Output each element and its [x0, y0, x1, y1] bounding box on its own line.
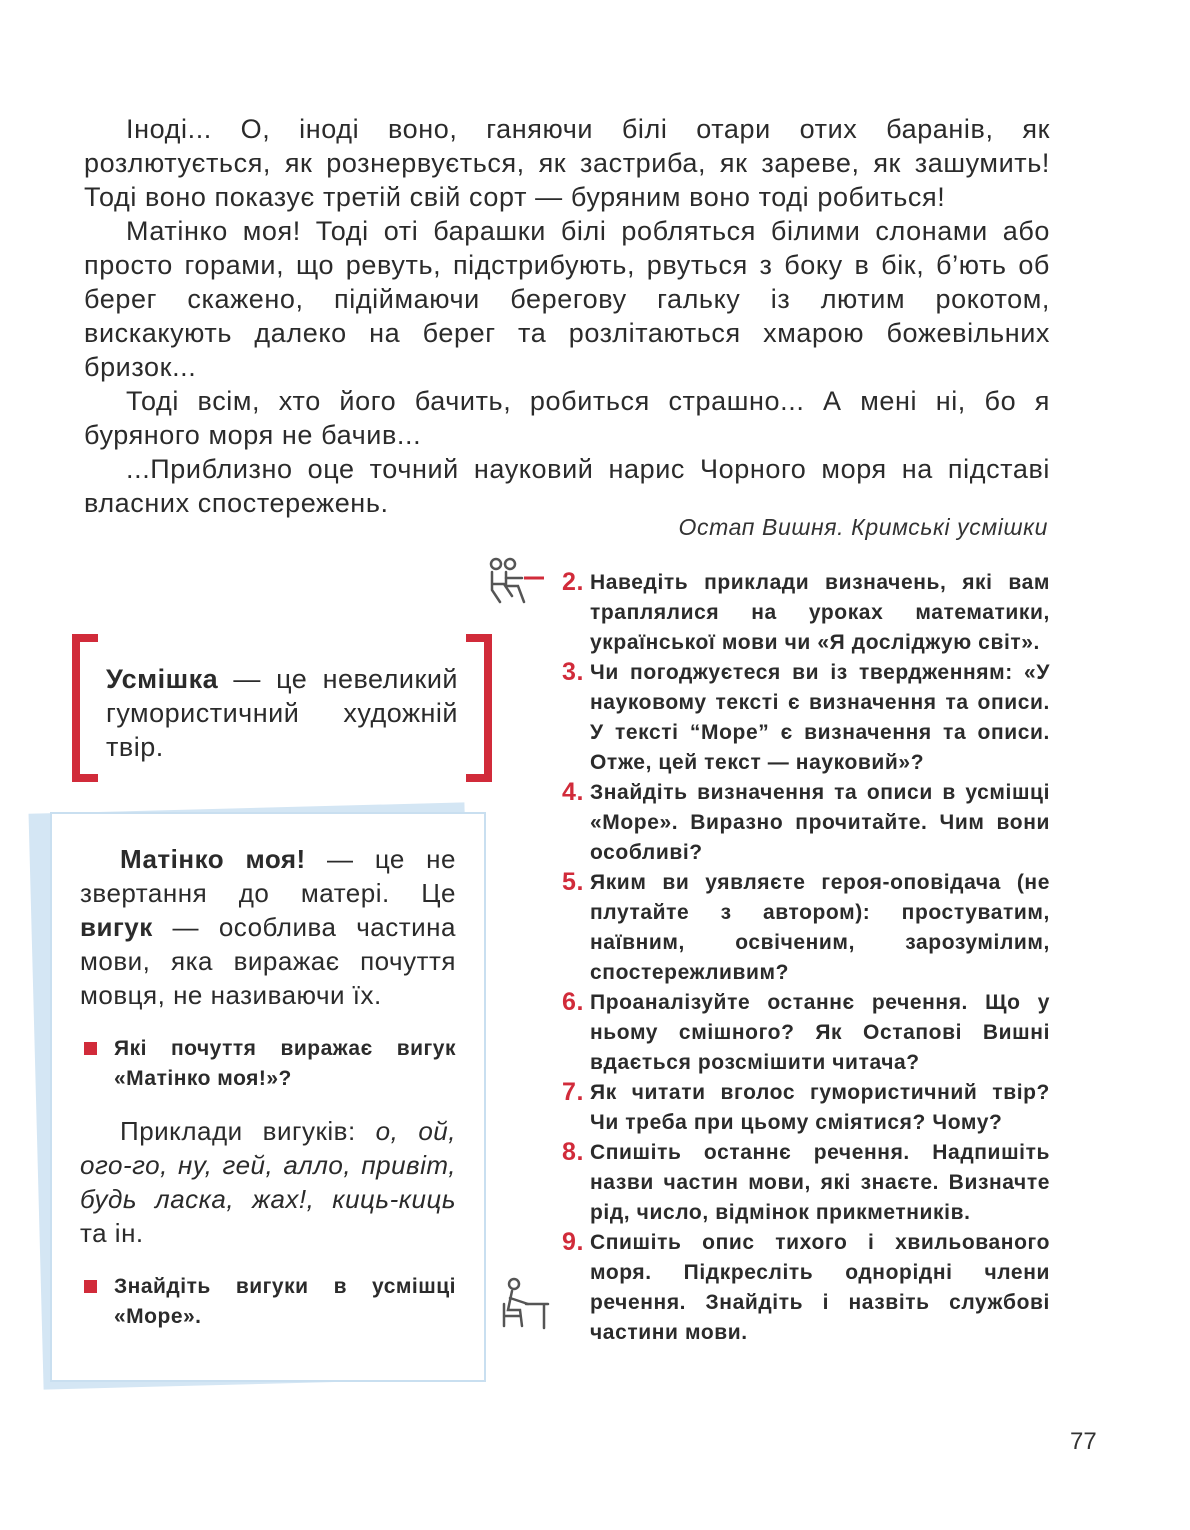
interjection-definition	[80, 842, 456, 1012]
question-number: 2.	[561, 568, 584, 596]
question-text: Спишіть опис тихого і хвильованого моря. Підкресліть однорідні члени речення. Знайдіть і назвіть службові частини мови.	[590, 1231, 1050, 1344]
question-number: 4.	[561, 778, 584, 806]
question-text: Знайдіть визначення та описи в усмішці «Море». Виразно прочитайте. Чим вони особливі?	[590, 781, 1050, 864]
questions-list	[550, 568, 1050, 1348]
question-item	[550, 1078, 1050, 1138]
attribution: Остап Вишня. Кримські усмішки	[678, 514, 1048, 540]
examples-list: о, ой, ого-го, ну, гей, алло, привіт, будь ласка, жах!, киць-киць	[80, 1116, 456, 1214]
card-question	[80, 1034, 456, 1094]
definition-text	[106, 662, 458, 764]
story-text	[84, 112, 1050, 520]
examples-lead: Приклади вигуків:	[120, 1116, 376, 1146]
question-number: 3.	[561, 658, 584, 686]
story-paragraph: Іноді... О, іноді воно, ганяючи білі отари отих баранів, як розлютується, як рознервується, як застриба, як зареве, як зашумить! Тоді воно показує третій свій сорт — буряним воно тоді робиться!	[84, 114, 1050, 212]
question-item	[550, 988, 1050, 1078]
question-text: Проаналізуйте останнє речення. Що у ньому смішного? Як Остапові Вишні вдається розсмішити читача?	[590, 991, 1050, 1074]
bullet-square-icon	[84, 1042, 97, 1055]
question-item	[550, 868, 1050, 988]
examples-tail: та ін.	[80, 1218, 144, 1248]
story-paragraph: Матінко моя! Тоді оті барашки білі робляться білими слонами або просто горами, що ревуть, підстрибують, рвуться з боку в бік, б’ють об берег скажено, підіймаючи берегову гальку із лютим рокотом, вискакують далеко на берег та розлітаються хмарою божевільних бризок...	[84, 216, 1050, 382]
story-paragraph: Тоді всім, хто його бачить, робиться страшно... А мені ні, бо я буряного моря не бачив...	[84, 386, 1050, 450]
story-paragraph: ...Приблизно оце точний науковий нарис Чорного моря на підставі власних спостережень.	[84, 454, 1050, 518]
card-question	[80, 1272, 456, 1332]
question-number: 7.	[561, 1078, 584, 1106]
question-text: Наведіть приклади визначень, які вам траплялися на уроках математики, української мови чи «Я досліджую світ».	[590, 571, 1050, 654]
question-number: 8.	[561, 1138, 584, 1166]
definition-body: — це невеликий гумористичний художній твір.	[106, 664, 458, 762]
writing-at-desk-icon	[498, 1276, 552, 1332]
question-item	[550, 1138, 1050, 1228]
interjection-examples	[80, 1114, 456, 1250]
question-item	[550, 778, 1050, 868]
definition-box	[72, 634, 492, 782]
card-text: — особлива частина мови, яка виражає почуття мовця, не називаючи їх.	[80, 912, 456, 1010]
card-question-text: Знайдіть вигуки в усмішці «Море».	[114, 1275, 456, 1328]
right-bracket	[466, 634, 492, 782]
definition-term: Усмішка	[106, 664, 219, 694]
question-text: Як читати вголос гумористичний твір? Чи треба при цьому сміятися? Чому?	[590, 1081, 1050, 1134]
question-number: 5.	[561, 868, 584, 896]
question-text: Яким ви уявляєте героя-оповідача (не плутайте з автором): простуватим, наївним, освіченим, зарозумілим, спостережливим?	[590, 871, 1050, 984]
question-number: 9.	[561, 1228, 584, 1256]
pair-work-icon	[484, 556, 546, 612]
bullet-square-icon	[84, 1280, 97, 1293]
page-number: 77	[1070, 1428, 1097, 1455]
left-bracket	[72, 634, 98, 782]
question-item	[550, 568, 1050, 658]
note-card	[52, 814, 484, 1380]
question-text: Спишіть останнє речення. Надпишіть назви частин мови, які знаєте. Визначте рід, число, відмінок прикметників.	[590, 1141, 1050, 1224]
card-text: — це не звертання до матері. Це	[80, 844, 456, 908]
question-item	[550, 658, 1050, 778]
interjection-example-term: Матінко моя!	[120, 844, 306, 874]
card-question-text: Які почуття виражає вигук «Матінко моя!»?	[114, 1037, 456, 1090]
question-item	[550, 1228, 1050, 1348]
question-text: Чи погоджуєтеся ви із твердженням: «У науковому тексті є визначення та описи. У тексті “Море” є визначення та описи. Отже, цей текст — науковий»?	[590, 661, 1050, 774]
interjection-term: вигук	[80, 912, 153, 942]
question-number: 6.	[561, 988, 584, 1016]
